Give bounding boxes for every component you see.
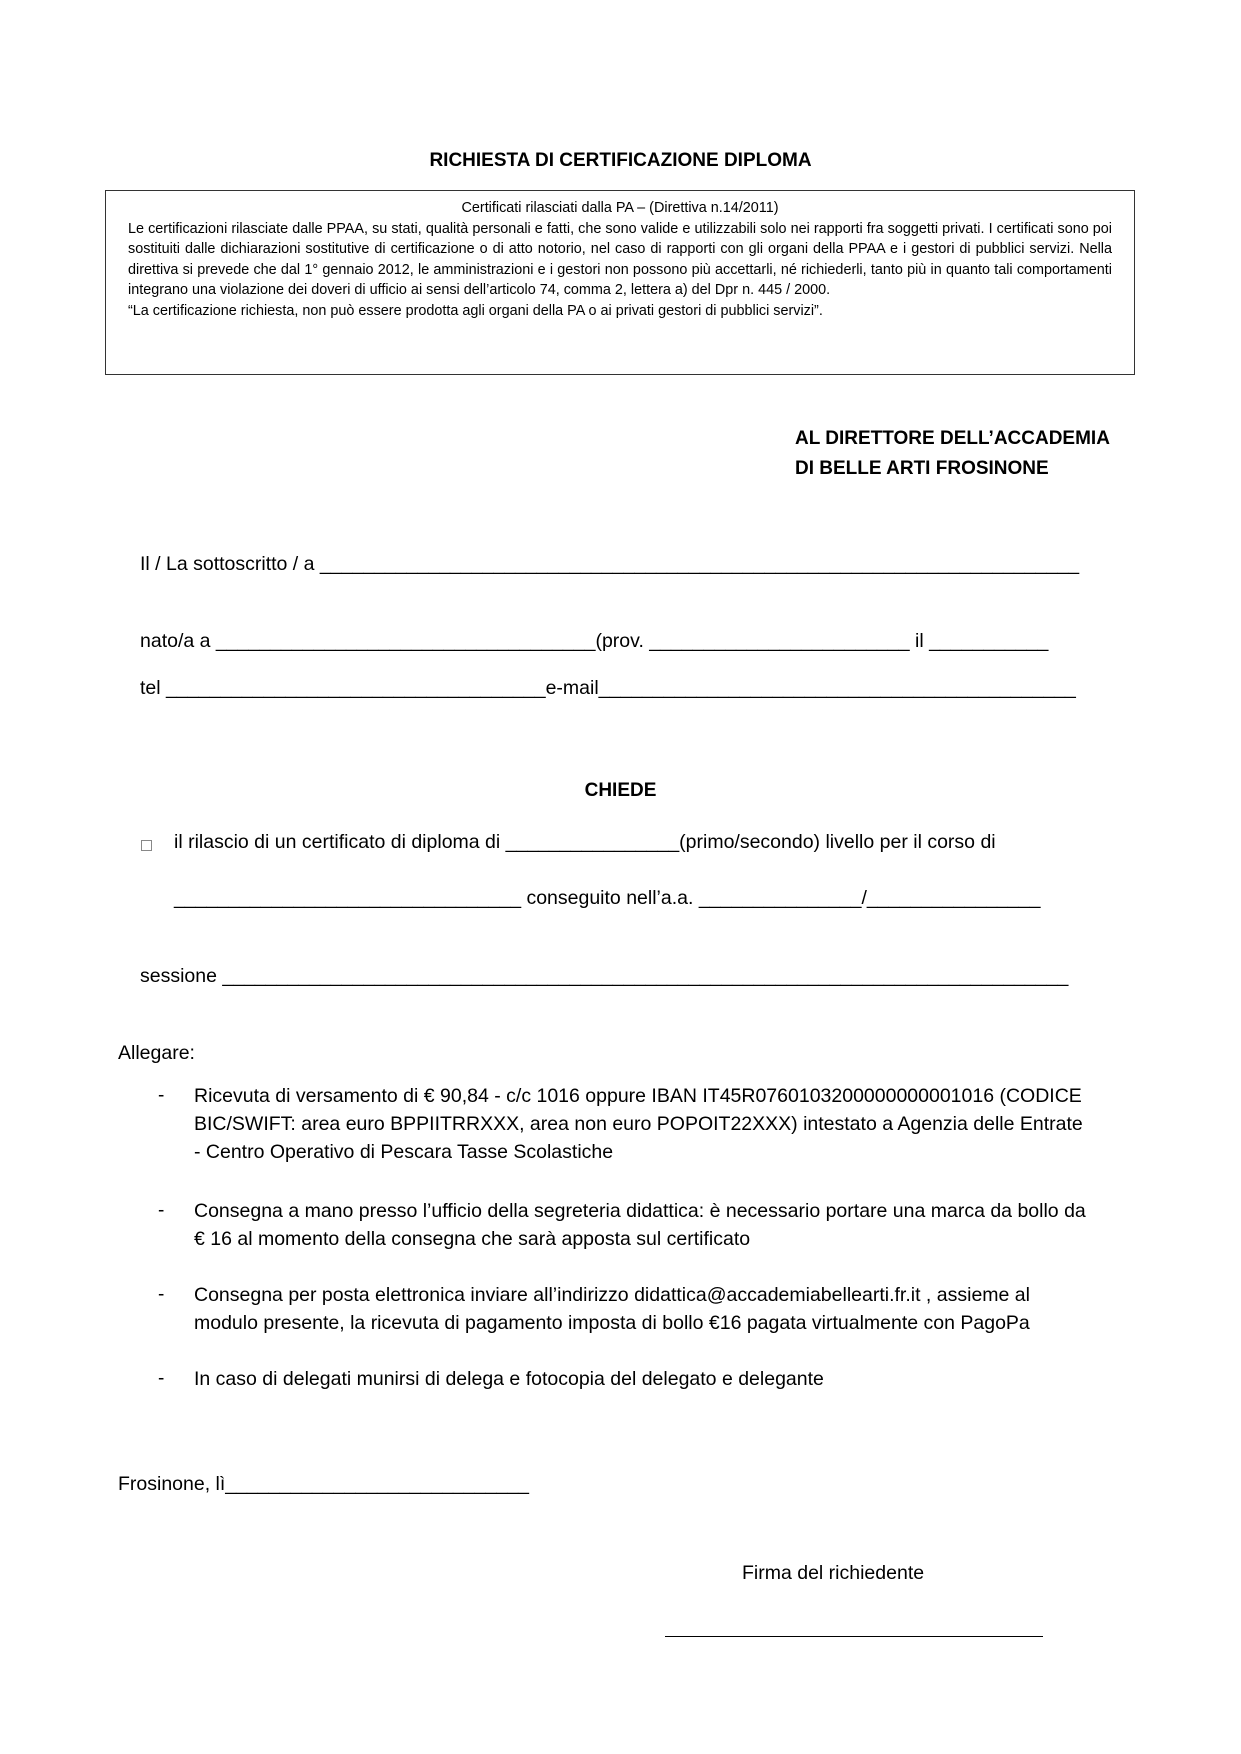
- birthplace-date-field[interactable]: nato/a a ___________________________________(prov. ________________________ il ___________: [140, 630, 1049, 652]
- addressee-line-2: DI BELLE ARTI FROSINONE: [795, 458, 1049, 479]
- undersigned-name-field[interactable]: Il / La sottoscritto / a ______________________________________________________________________: [140, 553, 1080, 575]
- diploma-certificate-checkbox[interactable]: [141, 840, 152, 851]
- addressee-line-1: AL DIRETTORE DELL’ACCADEMIA: [795, 428, 1110, 449]
- notice-body: Le certificazioni rilasciate dalle PPAA, su stati, qualità personali e fatti, che sono valide e utilizzabili solo nei rapporti fra soggetti privati. I certificati sono poi sostituiti dalle dichiarazioni sostitutive di certificazione o di atto notorio, nel caso di rapporti con gli organi della PPAA e i gestori di pubblici servizi. Nella direttiva si prevede che dal 1° gennaio 2012, le amministrazioni e i gestori non possono più accettarli, né richiederli, tanto più in quanto tali comportamenti integrano una violazione dei doveri di ufficio ai sensi dell’articolo 74, comma 2, lettera a) del Dpr n. 445 / 2000.: [128, 220, 1112, 298]
- list-bullet: -: [158, 1085, 165, 1106]
- session-field[interactable]: sessione ______________________________________________________________________________: [140, 965, 1069, 987]
- place-date-field[interactable]: Frosinone, lì____________________________: [118, 1473, 529, 1495]
- request-line-1[interactable]: il rilascio di un certificato di diploma di ________________(primo/secondo) livello per il corso di: [174, 831, 996, 853]
- list-bullet: -: [158, 1368, 165, 1389]
- phone-email-field[interactable]: tel ___________________________________e-mail____________________________________________: [140, 677, 1076, 699]
- signature-label: Firma del richiedente: [742, 1562, 925, 1584]
- document-title: RICHIESTA DI CERTIFICAZIONE DIPLOMA: [429, 150, 812, 171]
- attachment-item-delegates: In caso di delegati munirsi di delega e fotocopia del delegato e delegante: [194, 1368, 824, 1390]
- signature-line[interactable]: [665, 1636, 1043, 1637]
- list-bullet: -: [158, 1284, 165, 1305]
- attachments-heading: Allegare:: [118, 1042, 195, 1064]
- attachment-item-email-delivery: Consegna per posta elettronica inviare all’indirizzo didattica@accademiabellearti.fr.it , assieme al modulo presente, la ricevuta di pagamento imposta di bollo €16 pagata virtualmente con PagoPa: [194, 1284, 1030, 1334]
- attachment-item-hand-delivery: Consegna a mano presso l’ufficio della segreteria didattica: è necessario portare una marca da bollo da € 16 al momento della consegna che sarà apposta sul certificato: [194, 1200, 1086, 1250]
- notice-heading: Certificati rilasciati dalla PA – (Direttiva n.14/2011): [461, 200, 779, 216]
- list-bullet: -: [158, 1200, 165, 1221]
- attachment-item-payment: Ricevuta di versamento di € 90,84 - c/c 1016 oppure IBAN IT45R0760103200000000001016 (CODICE BIC/SWIFT: area euro BPPIITRRXXX, area non euro POPOIT22XXX) intestato a Agenzia delle Entrate - Centro Operativo di Pescara Tasse Scolastiche: [194, 1085, 1083, 1163]
- notice-quote: “La certificazione richiesta, non può essere prodotta agli organi della PA o ai privati gestori di pubblici servizi”.: [128, 302, 823, 319]
- request-line-2[interactable]: ________________________________ conseguito nell’a.a. _______________/________________: [174, 887, 1041, 909]
- legal-notice-box: [105, 190, 1135, 375]
- request-heading: CHIEDE: [584, 780, 657, 801]
